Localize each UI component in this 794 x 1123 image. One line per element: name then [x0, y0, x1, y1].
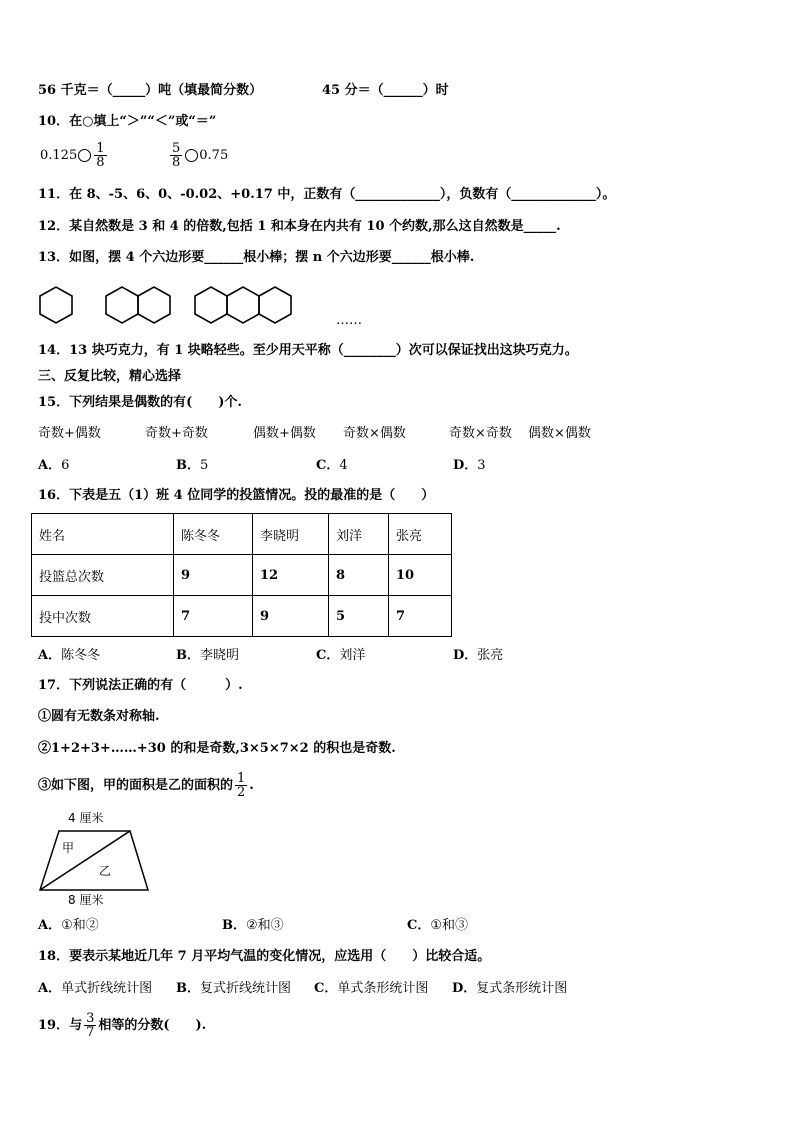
q13-ellipsis: …… [336, 313, 362, 328]
q16-stem: 16．下表是五（1）班 4 位同学的投篮情况。投的最准的是（ ） [38, 488, 435, 503]
hexagon-matchstick-figure [38, 284, 368, 334]
hexagon-group-2 [106, 287, 170, 323]
q10-expr2-right: 0.75 [199, 148, 229, 163]
trapezoid-bottom-label: 8 厘米 [68, 893, 104, 907]
table-cell: 姓名 [32, 514, 174, 555]
q18-option-c[interactable]: C．单式条形统计图 [314, 981, 429, 996]
q10-stem: 10．在○填上“＞”“＜”或“＝” [38, 114, 217, 129]
q17-stem: 17．下列说法正确的有（ ）. [38, 678, 243, 693]
q16-option-a[interactable]: A．陈冬冬 [38, 648, 101, 663]
table-cell: 9 [253, 596, 329, 637]
q10-compare-1 [40, 140, 109, 172]
q10-expr2-fraction: $\frac{5}{8}$ [172, 141, 181, 170]
region-jia-label: 甲 [62, 841, 75, 855]
q10-expr1-fraction: $\frac{1}{8}$ [96, 141, 105, 170]
q17-option-a[interactable]: A．①和② [38, 918, 99, 933]
q15-item: 偶数+偶数 [253, 426, 316, 441]
table-cell: 8 [329, 555, 389, 596]
table-cell: 李晓明 [253, 514, 329, 555]
q15-item: 奇数+偶数 [38, 426, 101, 441]
q11: 11．在 8、-5、6、0、-0.02、+0.17 中，正数有（_____________），负数有（_____________）。 [38, 187, 616, 202]
q17-statement-1: ①圆有无数条对称轴. [38, 709, 160, 724]
q19-stem: 19．与 $\frac{3}{7}$ 相等的分数( ). [38, 1011, 207, 1040]
q17-fraction: $\frac{1}{2}$ [237, 771, 246, 800]
trapezoid-figure [36, 826, 166, 896]
table-cell: 7 [389, 596, 452, 637]
q16-option-c[interactable]: C．刘洋 [316, 648, 366, 663]
q9-blank-kg: 56 千克＝（_____）吨（填最简分数） [38, 83, 263, 98]
table-row [32, 555, 452, 596]
table-header-row [32, 514, 452, 555]
q14: 14．13 块巧克力，有 1 块略轻些。至少用天平称（________）次可以保证找出这块巧克力。 [38, 343, 578, 358]
q18-option-b[interactable]: B．复式折线统计图 [176, 981, 292, 996]
q17-statement-3: ③如下图，甲的面积是乙的面积的 $\frac{1}{2}$ . [38, 771, 254, 800]
q18-stem: 18．要表示某地近几年 7 月平均气温的变化情况，应选用（ ）比较合适。 [38, 949, 491, 964]
q15-option-d[interactable]: D．3 [453, 458, 486, 473]
q10-compare-2 [168, 140, 228, 172]
table-cell: 陈冬冬 [174, 514, 253, 555]
table-cell: 张亮 [389, 514, 452, 555]
q15-item: 奇数×奇数 [449, 426, 512, 441]
q16-option-b[interactable]: B．李晓明 [176, 648, 240, 663]
hexagon-group-3 [195, 287, 291, 323]
table-cell: 12 [253, 555, 329, 596]
q15-stem: 15．下列结果是偶数的有( )个. [38, 395, 242, 410]
q10-expr1-left: 0.125 [40, 148, 78, 163]
q13-stem: 13．如图，摆 4 个六边形要______根小棒；摆 n 个六边形要______根小棒. [38, 250, 475, 265]
table-cell: 投篮总次数 [32, 555, 174, 596]
table-row [32, 596, 452, 637]
q18-option-a[interactable]: A．单式折线统计图 [38, 981, 153, 996]
table-cell: 5 [329, 596, 389, 637]
table-cell: 10 [389, 555, 452, 596]
section-heading: 三、反复比较，精心选择 [38, 369, 182, 384]
table-cell: 刘洋 [329, 514, 389, 555]
q15-item: 奇数×偶数 [343, 426, 406, 441]
hexagon-group-1 [40, 287, 72, 323]
q15-option-b[interactable]: B．5 [176, 458, 209, 473]
q19-fraction: $\frac{3}{7}$ [86, 1011, 95, 1040]
q15-option-a[interactable]: A．6 [38, 458, 70, 473]
q15-option-c[interactable]: C．4 [316, 458, 348, 473]
table-cell: 投中次数 [32, 596, 174, 637]
table-cell: 7 [174, 596, 253, 637]
q15-item: 奇数+奇数 [145, 426, 208, 441]
q18-option-d[interactable]: D．复式条形统计图 [452, 981, 568, 996]
q17-statement-2: ②1+2+3+……+30 的和是奇数,3×5×7×2 的积也是奇数. [38, 741, 396, 756]
region-yi-label: 乙 [99, 864, 112, 878]
q16-option-d[interactable]: D．张亮 [453, 648, 504, 663]
compare-circle-icon[interactable] [185, 149, 198, 162]
q17-option-b[interactable]: B．②和③ [222, 918, 284, 933]
q12: 12．某自然数是 3 和 4 的倍数,包括 1 和本身在内共有 10 个约数,那么这自然数是_____. [38, 219, 561, 234]
table-cell: 9 [174, 555, 253, 596]
q17-option-c[interactable]: C．①和③ [407, 918, 469, 933]
basketball-shots-table [31, 513, 452, 637]
q9-blank-minutes: 45 分＝（______）时 [322, 83, 449, 98]
compare-circle-icon[interactable] [78, 149, 91, 162]
trapezoid-top-label: 4 厘米 [68, 811, 104, 825]
q15-item: 偶数×偶数 [528, 426, 591, 441]
